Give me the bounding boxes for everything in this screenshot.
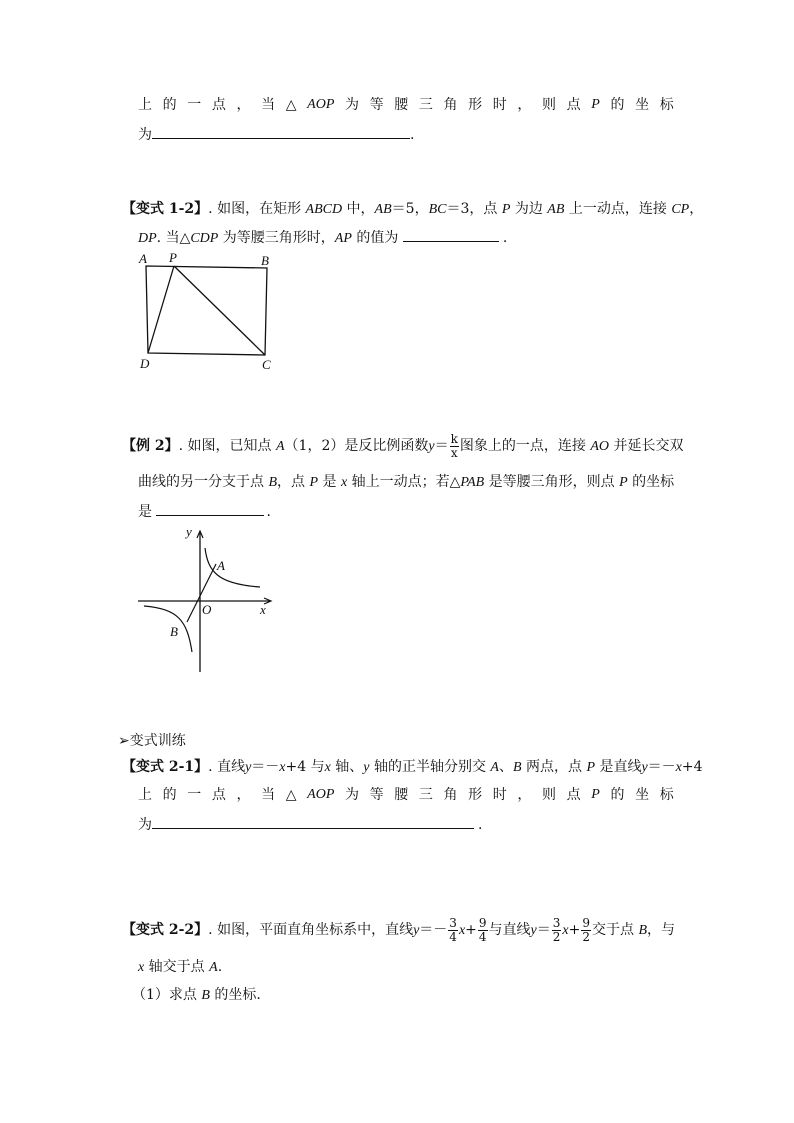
variant-label: 【变式 2-2】 bbox=[122, 922, 209, 938]
variant-2-1-line-2 bbox=[138, 785, 674, 805]
arrow-icon: ➢ bbox=[118, 733, 130, 749]
top-line-token: 的 bbox=[610, 97, 625, 113]
variant-2-1-line-token: 的 bbox=[610, 787, 625, 803]
variant-2-1-line-token: 标 bbox=[659, 787, 674, 803]
variant-2-1-line-token: 时 bbox=[492, 787, 507, 803]
variant-2-1-line-token: ， bbox=[236, 787, 251, 803]
fraction-9-4: $\frac{9}{4}$ bbox=[478, 915, 487, 944]
variant-2-1-line-token: 为 bbox=[345, 787, 359, 803]
label-x: x bbox=[260, 602, 266, 617]
variant-2-1-line-token: 腰 bbox=[394, 787, 409, 803]
variant-2-1-line-token: 坐 bbox=[635, 787, 650, 803]
variant-2-1-line-token: 形 bbox=[468, 787, 483, 803]
variant-1-2-line-2: DP. 当△CDP 为等腰三角形时，AP 的值为 . bbox=[138, 227, 507, 249]
example-label: 【例 2】 bbox=[122, 438, 179, 454]
hyperbola-figure bbox=[132, 520, 282, 676]
top-line-token: 时 bbox=[492, 97, 507, 113]
label-o: O bbox=[202, 602, 212, 617]
variant-1-2-line-1: 【变式 1-2】. 如图，在矩形 ABCD 中，AB＝5，BC＝3，点 P 为边 AB 上一动点，连接 CP， bbox=[122, 201, 704, 217]
top-line-token: 上 bbox=[138, 97, 152, 113]
top-line-token: 三 bbox=[418, 97, 433, 113]
variant-2-1-line-token: AOP bbox=[307, 787, 335, 802]
hyperbola-branch-2 bbox=[144, 606, 192, 652]
variant-2-1-line-token: 的 bbox=[162, 787, 177, 803]
variant-2-1-line-1: 【变式 2-1】. 直线y＝－x+4 与x 轴、y 轴的正半轴分别交 A、B 两点，点 P 是直线y＝－x+4 bbox=[122, 759, 703, 775]
label-p: P bbox=[169, 250, 177, 265]
variant-2-2-line-1: 【变式 2-2】. 如图，平面直角坐标系中，直线y＝－ $\frac{3}{4}$ x+ $\frac{9}{4}$ 与直线y＝ $\frac{3}{2}$ x+ $\frac{9}{2}$ 交于点 B，与 bbox=[122, 915, 675, 944]
segment-pc bbox=[174, 266, 265, 355]
top-line-token: P bbox=[591, 97, 600, 112]
label-y: y bbox=[186, 524, 192, 539]
top-line-2: 为 . bbox=[138, 124, 414, 145]
variant-2-1-line-token: 角 bbox=[443, 787, 458, 803]
variant-2-1-line-token: 一 bbox=[187, 787, 202, 803]
rectangle-abcd bbox=[146, 266, 267, 355]
answer-blank[interactable] bbox=[152, 124, 410, 139]
top-line-token: 腰 bbox=[394, 97, 409, 113]
top-line-1 bbox=[138, 95, 674, 115]
variant-2-2-question-1: （1）求点 B 的坐标. bbox=[132, 987, 261, 1003]
variant-2-2-line-2: x 轴交于点 A. bbox=[138, 959, 223, 975]
hyperbola-branch-1 bbox=[205, 548, 260, 587]
rectangle-figure bbox=[135, 248, 285, 376]
variant-label: 【变式 1-2】 bbox=[122, 201, 209, 217]
top-line-token: 角 bbox=[443, 97, 458, 113]
label-a: A bbox=[139, 251, 147, 266]
top-line-token: 坐 bbox=[635, 97, 650, 113]
variant-2-1-line-token: 三 bbox=[418, 787, 433, 803]
top-line-token: 形 bbox=[468, 97, 483, 113]
variant-2-1-line-token: P bbox=[591, 787, 600, 802]
label-c: C bbox=[262, 357, 271, 372]
segment-dp bbox=[148, 266, 174, 353]
top-line-token: ， bbox=[236, 97, 251, 113]
top-line-token: 的 bbox=[162, 97, 177, 113]
top-line-token: 一 bbox=[187, 97, 202, 113]
label-d: D bbox=[140, 356, 150, 371]
variant-2-1-line-token: 当 bbox=[261, 787, 276, 803]
top-line-token: AOP bbox=[307, 97, 335, 112]
answer-blank[interactable] bbox=[156, 501, 264, 516]
top-line-token: 点 bbox=[211, 97, 226, 113]
example-2-line-3: 是 . bbox=[138, 501, 271, 522]
example-2-line-2: 曲线的另一分支于点 B，点 P 是 x 轴上一动点；若△PAB 是等腰三角形，则点 P 的坐标 bbox=[138, 474, 675, 490]
example-2-line-1: 【例 2】. 如图，已知点 A（1，2）是反比例函数y＝ $\frac{k}{x}$ 图象上的一点，连接 AO 并延长交双 bbox=[122, 431, 684, 460]
variant-label: 【变式 2-1】 bbox=[122, 759, 209, 775]
top-line-token: 为 bbox=[345, 97, 359, 113]
top-line-token: ， bbox=[517, 97, 532, 113]
top-line-token: 则 bbox=[542, 97, 556, 113]
top-line-token: 标 bbox=[659, 97, 674, 113]
training-heading: ➢变式训练 bbox=[118, 733, 186, 749]
top-line-token: 点 bbox=[566, 97, 581, 113]
top-line-token: △ bbox=[285, 97, 297, 113]
variant-2-1-line-token: 点 bbox=[211, 787, 226, 803]
variant-2-1-line-token: 等 bbox=[369, 787, 384, 803]
fraction-k-over-x: $\frac{k}{x}$ bbox=[450, 431, 458, 460]
label-a: A bbox=[217, 558, 225, 573]
variant-2-1-line-token: 点 bbox=[566, 787, 581, 803]
label-b: B bbox=[261, 253, 269, 268]
variant-2-1-line-token: ， bbox=[517, 787, 532, 803]
variant-2-1-line-token: △ bbox=[285, 787, 297, 803]
top-line-token: 等 bbox=[369, 97, 384, 113]
answer-blank[interactable] bbox=[152, 814, 474, 829]
fraction-3-4: $\frac{3}{4}$ bbox=[449, 915, 457, 944]
fraction-9-2: $\frac{9}{2}$ bbox=[582, 915, 590, 944]
variant-2-1-line-token: 上 bbox=[138, 787, 152, 803]
top-line-token: 当 bbox=[261, 97, 276, 113]
answer-blank[interactable] bbox=[403, 227, 499, 242]
variant-2-1-line-3: 为 . bbox=[138, 814, 482, 835]
variant-2-1-line-token: 则 bbox=[542, 787, 556, 803]
fraction-3-2: $\frac{3}{2}$ bbox=[552, 915, 561, 944]
label-b: B bbox=[170, 624, 178, 639]
